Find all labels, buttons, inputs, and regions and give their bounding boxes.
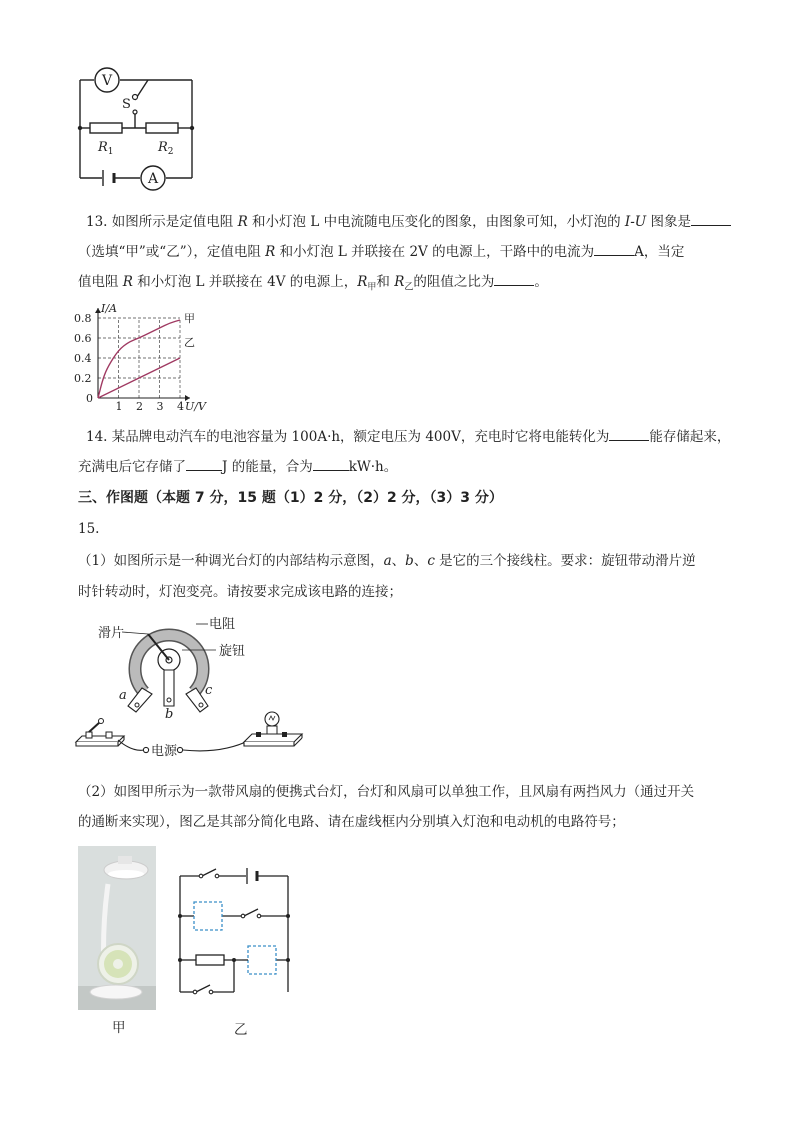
resistor-label: 电阻 (209, 617, 236, 632)
bulb-icon (265, 712, 279, 726)
y-axis-label: I/A (101, 302, 117, 315)
section-heading: 三、作图题（本题 7 分，15 题（1）2 分，（2）2 分，（3）3 分） (78, 490, 503, 506)
knob-label: 旋钮 (219, 644, 246, 659)
series-label-1: 甲 (184, 312, 195, 325)
y-tick-label: 0.8 (74, 312, 92, 325)
q15-part1-line-1: （1）如图所示是一种调光台灯的内部结构示意图，a、b、c 是它的三个接线柱。要求：旋钮带动滑片逆 (78, 553, 696, 569)
circuit-figure-yi (172, 864, 302, 1004)
x-tick-label: 1 (115, 400, 123, 413)
q15-part1-line-2: 时针转动时，灯泡变亮。请按要求完成该电路的连接； (78, 584, 402, 600)
desk-lamp-fan-photo (78, 846, 156, 1010)
series-label-2: 乙 (184, 336, 195, 349)
answer-blank[interactable] (594, 241, 634, 256)
dashed-box-lower[interactable] (248, 946, 276, 974)
x-axis-label: U/V (185, 400, 206, 413)
q13-line-1: 13. 如图所示是定值电阻 R 和小灯泡 L 中电流随电压变化的图象，由图象可知，小灯泡的 I-U 图象是 (86, 211, 731, 232)
q15-part2-line-1: （2）如图甲所示为一款带风扇的便携式台灯，台灯和风扇可以单独工作，且风扇有两挡风力（通过开关 (78, 784, 695, 800)
dimmer-structure-figure (96, 610, 266, 718)
q14-line-2: 充满电后它存储了 J 的能量，合为 kW·h。 (78, 456, 397, 477)
x-tick-label: 2 (136, 400, 143, 413)
y-tick-label: 0.6 (74, 332, 92, 345)
y-tick-label: 0.4 (74, 352, 92, 365)
q13-line-2: （选填“甲”或“乙”），定值电阻 R 和小灯泡 L 并联接在 2V 的电源上，干路中的电流为 A，当定 (78, 241, 684, 262)
q15-number: 15. (78, 521, 100, 537)
power-label: 电源 (151, 744, 178, 759)
iu-chart (74, 300, 214, 418)
power-terminal-right (177, 747, 182, 752)
r1-label: $R_1$ (98, 140, 114, 157)
answer-blank[interactable] (186, 456, 222, 471)
ammeter-label: A (147, 171, 159, 187)
resistor-symbol (196, 955, 224, 965)
switch-clip (86, 732, 92, 738)
y-tick-label: 0.2 (74, 372, 92, 385)
switch-base (76, 736, 124, 742)
x-tick-label: 3 (156, 400, 164, 413)
terminal-b-label: b (165, 707, 174, 718)
origin-label: 0 (86, 392, 93, 405)
label-yi: 乙 (234, 1022, 248, 1038)
lamp-base (244, 734, 302, 742)
q14-line-1: 14. 某品牌电动汽车的电池容量为 100A·h，额定电压为 400V，充电时它将电能转化为 能存储起来， (86, 426, 730, 447)
terminal-a-label: a (119, 688, 127, 703)
answer-blank[interactable] (494, 271, 534, 286)
terminal-a (128, 688, 152, 712)
answer-blank[interactable] (313, 456, 349, 471)
answer-blank[interactable] (691, 211, 731, 226)
power-terminal-left (143, 747, 148, 752)
answer-blank[interactable] (609, 426, 649, 441)
circuit-figure-12 (72, 66, 202, 191)
q15-part2-line-2: 的通断来实现），图乙是其部分简化电路、请在虚线框内分别填入灯泡和电动机的电路符号； (78, 814, 625, 830)
switch-power-lamp-figure (72, 710, 332, 770)
label-jia: 甲 (112, 1020, 126, 1036)
terminal-c-label: c (205, 683, 213, 698)
r2-label: $R_2$ (158, 140, 174, 157)
q13-line-3: 值电阻 R 和小灯泡 L 并联接在 4V 的电源上，$R_甲$和 $R_乙$的阻值之比为 。 (78, 271, 548, 298)
slider-label: 滑片 (98, 626, 125, 641)
dashed-box-upper[interactable] (194, 902, 222, 930)
switch-label: S (122, 97, 131, 112)
voltmeter-label: V (101, 73, 113, 89)
switch-blade (89, 722, 100, 732)
x-tick-label: 4 (177, 400, 184, 413)
